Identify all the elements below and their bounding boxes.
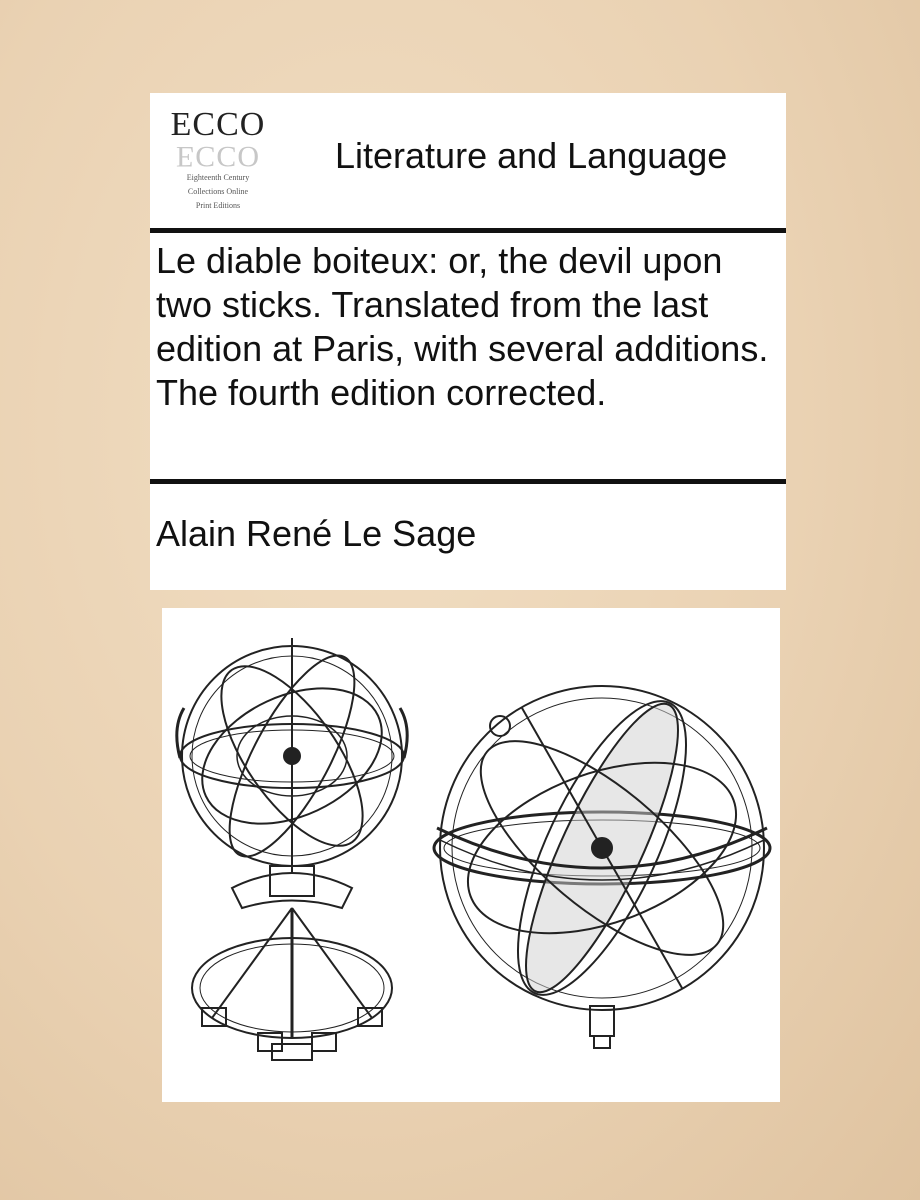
logo-subtitle-1: Eighteenth Century: [186, 173, 250, 182]
illustration-panel: [162, 608, 780, 1102]
book-title: Le diable boiteux: or, the devil upon two sticks. Translated from the last edition at Paris, with several additions. The fourth edition corrected.: [156, 240, 769, 413]
logo-wordmark-reflection: ECCO: [175, 140, 260, 173]
cover-panel: [150, 93, 786, 590]
bottom-divider: [150, 479, 786, 484]
armillary-sphere-left: [177, 638, 407, 1060]
logo-subtitle-2: Collections Online: [187, 187, 249, 196]
armillary-sphere-right: [434, 680, 770, 1048]
logo-subtitle-3: Print Editions: [195, 201, 241, 210]
top-divider: [150, 228, 786, 233]
logo-wordmark: ECCO: [170, 106, 266, 143]
series-title: Literature and Language: [335, 135, 728, 176]
ecco-logo: [168, 107, 268, 217]
book-author: Alain René Le Sage: [156, 513, 477, 554]
